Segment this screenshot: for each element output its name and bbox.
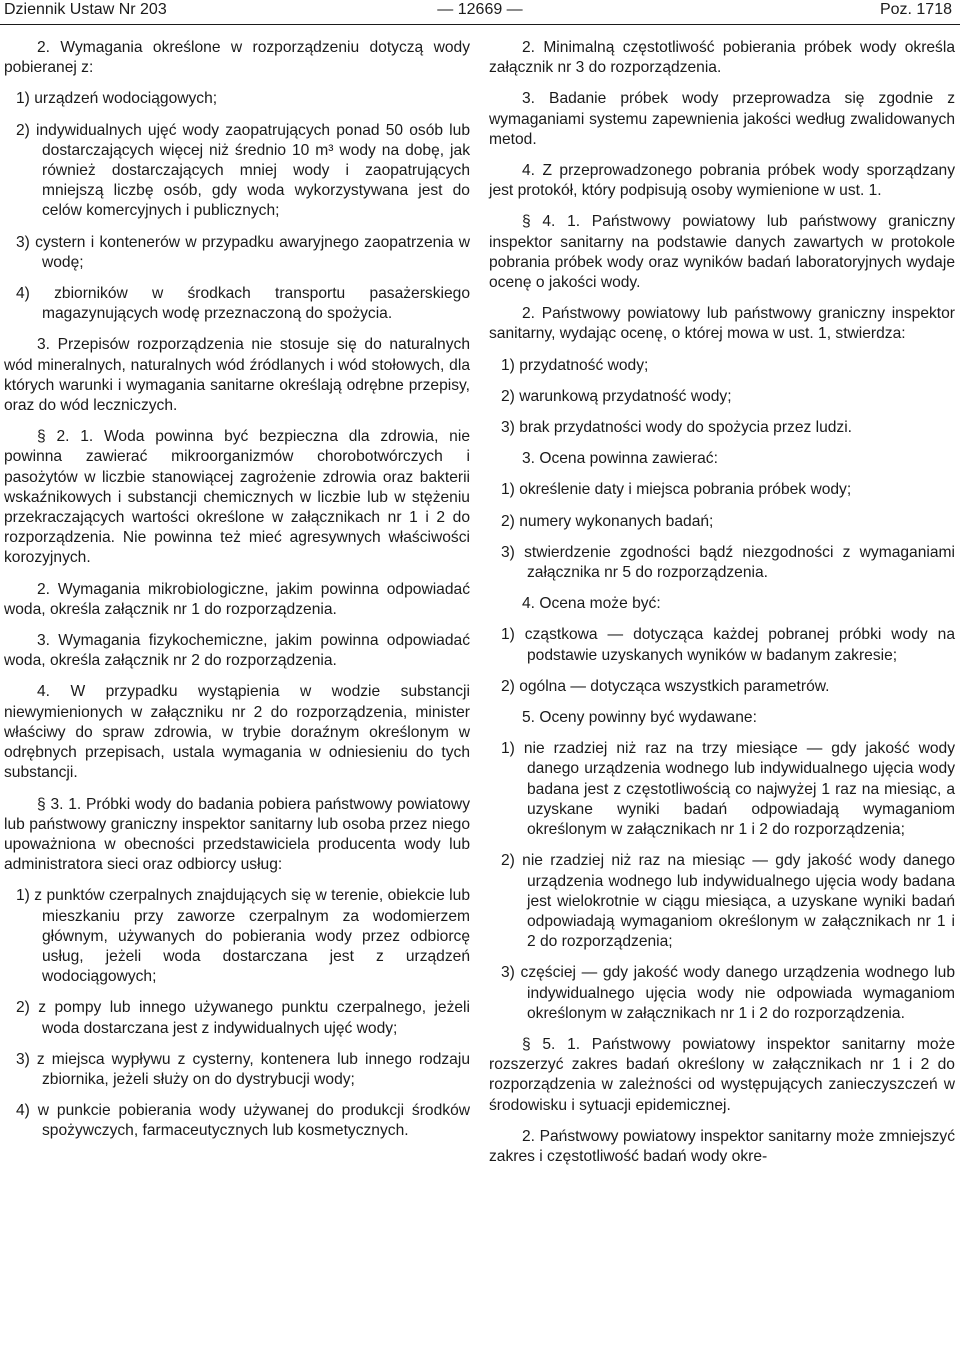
paragraph: § 3. 1. Próbki wody do badania pobiera państwowy powiatowy lub państwowy graniczny inspektor sanitarny lub osoba przez niego upoważniona w obecności przedstawiciela producenta wody lub administratora sieci oraz odbiorcy usług: bbox=[4, 795, 470, 874]
list-item: 1) przydatność wody; bbox=[501, 356, 649, 374]
paragraph: § 5. 1. Państwowy powiatowy inspektor sanitarny może rozszerzyć zakres badań określony w załącznikach nr 1 i 2 do rozporządzenia w zależności od występujących zanieczyszczeń w środowisku i sytuacji epidemicznej. bbox=[489, 1035, 955, 1114]
page-number: — 12669 — bbox=[437, 1, 523, 18]
journal-title: Dziennik Ustaw Nr 203 bbox=[4, 1, 167, 18]
paragraph: 3. Wymagania fizykochemiczne, jakim powinna odpowiadać woda, określa załącznik nr 2 do rozporządzenia. bbox=[4, 632, 470, 670]
list-item: 1) określenie daty i miejsca pobrania próbek wody; bbox=[501, 481, 852, 499]
list-item: 1) urządzeń wodociągowych; bbox=[16, 90, 218, 108]
paragraph: 2. Wymagania określone w rozporządzeniu dotyczą wody pobieranej z: bbox=[4, 39, 470, 77]
paragraph: 3. Ocena powinna zawierać: bbox=[522, 450, 718, 468]
paragraph: 3. Przepisów rozporządzenia nie stosuje się do naturalnych wód mineralnych, naturalnych wód źródlanych i wód stołowych, dla których warunki i wymagania sanitarne określają odrębne przepisy, oraz do wód leczniczych. bbox=[4, 336, 470, 415]
list-item: 2) numery wykonanych badań; bbox=[501, 512, 714, 530]
list-item: 4) w punkcie pobierania wody używanej do produkcji środków spożywczych, farmaceutycznych lub kosmetycznych. bbox=[16, 1102, 470, 1140]
paragraph: 5. Oceny powinny być wydawane: bbox=[522, 709, 757, 727]
right-column bbox=[489, 38, 955, 1178]
left-column bbox=[4, 38, 470, 1153]
list-item: 3) stwierdzenie zgodności bądź niezgodności z wymaganiami załącznika nr 5 do rozporządzenia. bbox=[501, 543, 955, 582]
paragraph: 2. Państwowy powiatowy lub państwowy graniczny inspektor sanitarny, wydając ocenę, o której mowa w ust. 1, stwierdza: bbox=[489, 305, 955, 343]
paragraph: 2. Minimalną częstotliwość pobierania próbek wody określa załącznik nr 3 do rozporządzenia. bbox=[489, 39, 955, 77]
list-item: 2) nie rzadziej niż raz na miesiąc — gdy jakość wody danego urządzenia wodnego lub indywidualnego ujęcia wody badana jest wielokrotnie w ciągu miesiąca, a uzyskane wyniki badań odpowiadają wymaganiom określonym w załącznikach nr 1 i 2 do rozporządzenia; bbox=[501, 852, 955, 951]
list-item: 2) ogólna — dotycząca wszystkich parametrów. bbox=[501, 677, 830, 695]
list-item: 2) indywidualnych ujęć wody zaopatrujących ponad 50 osób lub dostarczających więcej niż średnio 10 m³ wody na dobę, jak również dostarczających mniej wody i zaopatrujących mniejszą liczbę osób, gdy woda wykorzystywana jest do celów komercyjnych i publicznych; bbox=[16, 121, 470, 220]
list-item: 3) brak przydatności wody do spożycia przez ludzi. bbox=[501, 419, 853, 437]
paragraph: 4. Ocena może być: bbox=[522, 595, 661, 613]
list-item: 1) cząstkowa — dotycząca każdej pobranej próbki wody na podstawie uzyskanych wyników w badanym zakresie; bbox=[501, 626, 955, 664]
list-item: 1) nie rzadziej niż raz na trzy miesiące — gdy jakość wody danego urządzenia wodnego lub indywidualnego ujęcia wody badana jest z częstotliwością co najwyżej 1 raz na miesiąc, a uzyskane wyniki badań odpowiadają wymaganiom określonym w załącznikach nr 1 i 2 do rozporządzenia; bbox=[501, 740, 955, 839]
paragraph: 2. Wymagania mikrobiologiczne, jakim powinna odpowiadać woda, określa załącznik nr 1 do rozporządzenia. bbox=[4, 580, 470, 618]
paragraph: 4. Z przeprowadzonego pobrania próbek wody sporządzany jest protokół, który podpisują osoby wymienione w ust. 1. bbox=[489, 162, 955, 200]
list-item: 3) częściej — gdy jakość wody danego urządzenia wodnego lub indywidualnego ujęcia wody nie odpowiada wymaganiom określonym w załącznikach nr 1 i 2 do rozporządzenia. bbox=[501, 964, 955, 1022]
paragraph: 3. Badanie próbek wody przeprowadza się zgodnie z wymaganiami systemu zapewnienia jakości według zwalidowanych metod. bbox=[489, 90, 955, 148]
header-rule bbox=[0, 24, 960, 25]
position-number: Poz. 1718 bbox=[879, 1, 952, 18]
list-item: 1) z punktów czerpalnych znajdujących się w terenie, obiekcie lub mieszkaniu przy zaworze czerpalnym za wodomierzem głównym, używanych do pobierania wody przez odbiorcę usług, jeżeli woda dostarczana jest z urządzeń wodociągowych; bbox=[16, 887, 470, 986]
list-item: 3) cystern i kontenerów w przypadku awaryjnego zaopatrzenia w wodę; bbox=[16, 233, 470, 271]
list-item: 4) zbiorników w środkach transportu pasażerskiego magazynujących wodę przeznaczoną do spożycia. bbox=[16, 285, 470, 323]
list-item: 2) z pompy lub innego używanego punktu czerpalnego, jeżeli woda dostarczana jest z indywidualnych ujęć wody; bbox=[16, 999, 470, 1037]
paragraph: § 2. 1. Woda powinna być bezpieczna dla zdrowia, nie powinna zawierać mikroorganizmów chorobotwórczych i pasożytów w liczbie stanowiącej zagrożenie zdrowia oraz bakterii wskaźnikowych i substancji chemicznych w liczbie lub w stężeniu przekraczających wartości określone w załącznikach nr 1 i 2 do rozporządzenia. Nie powinna też mieć agresywnych właściwości korozyjnych. bbox=[4, 428, 470, 567]
paragraph: 4. W przypadku wystąpienia w wodzie substancji niewymienionych w załączniku nr 2 do rozporządzenia, minister właściwy do spraw zdrowia, w trybie doraźnym określonym w odrębnych przepisach, ustala wymagania w odniesieniu do tych substancji. bbox=[4, 683, 470, 782]
paragraph: § 4. 1. Państwowy powiatowy lub państwowy graniczny inspektor sanitarny na podstawie danych zawartych w protokole pobrania próbek wody oraz wyników badań laboratoryjnych wydaje ocenę o jakości wody. bbox=[489, 213, 955, 292]
page-header bbox=[0, 0, 960, 22]
paragraph: 2. Państwowy powiatowy inspektor sanitarny może zmniejszyć zakres i częstotliwość badań wody okre- bbox=[489, 1127, 955, 1165]
list-item: 2) warunkową przydatność wody; bbox=[501, 387, 732, 405]
list-item: 3) z miejsca wypływu z cysterny, kontenera lub innego rodzaju zbiornika, jeżeli służy on do dystrybucji wody; bbox=[16, 1050, 470, 1088]
